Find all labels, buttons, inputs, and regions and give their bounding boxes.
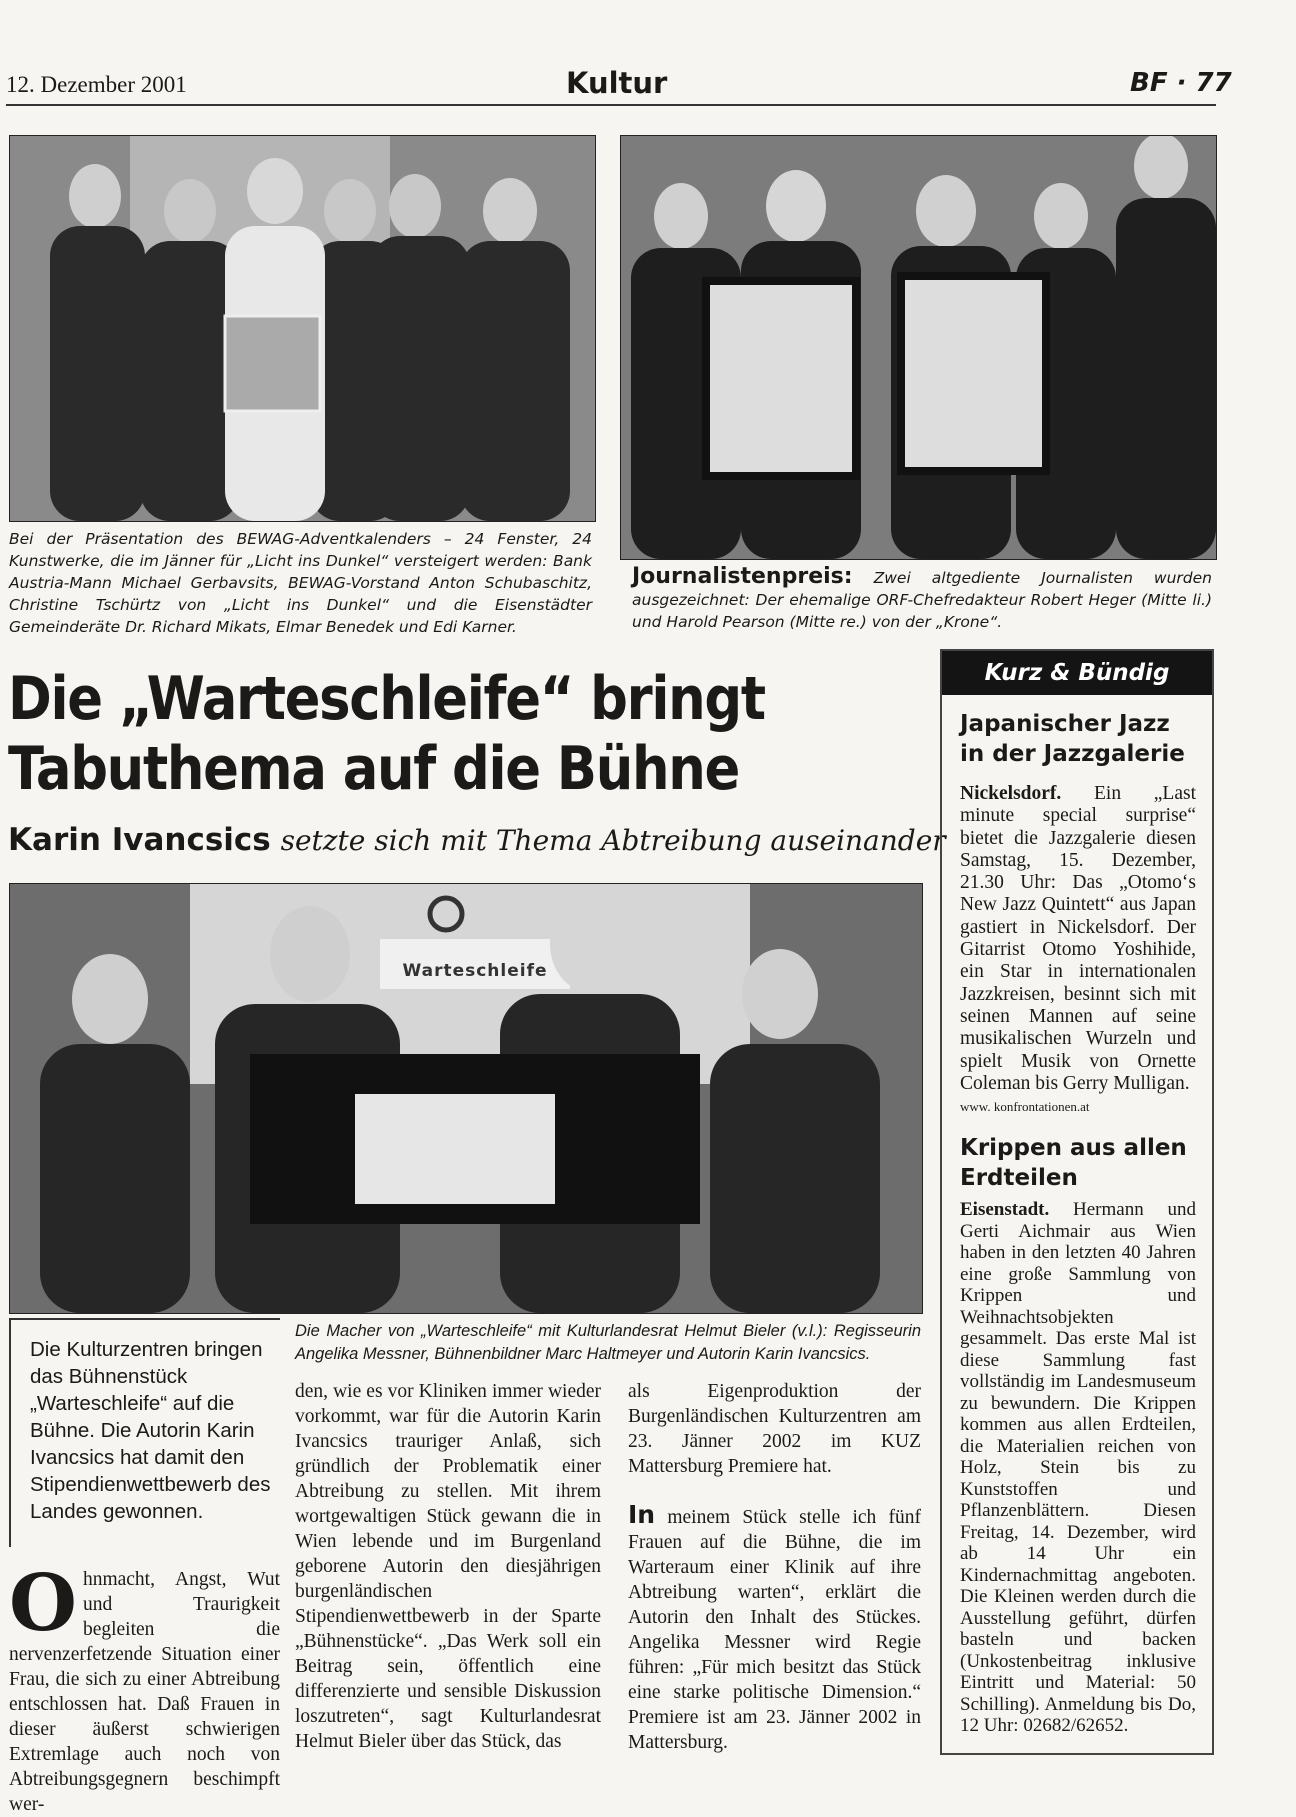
headline-line-1: Die „Warteschleife“ bringt — [8, 664, 765, 734]
news-headline: Japanischer Jazz in der Jazzgalerie — [960, 711, 1185, 767]
column-1-text: hnmacht, Angst, Wut und Traurigkeit begleiten die nervenzerfetzende Situation einer Frau, die sich zu einer Abtreibung entschlossen hat. Daß Frauen in dieser äußerst schwierigen Extremlage auch noch von Abtreibungsgegnern beschimpft wer- — [9, 1569, 280, 1815]
photo-journalist-award — [620, 135, 1217, 560]
column-3-paragraph-1: als Eigenproduktion der Burgenländischen Kulturzentren am 23. Jänner 2002 im KUZ Mattersburg Premiere hat. — [628, 1381, 921, 1477]
header-rule — [6, 104, 1216, 106]
photo2-caption-text: Zwei altgediente Journalisten wurden ausgezeichnet: Der ehemalige ORF-Chefredakteur Robert Heger (Mitte li.) und Harold Pearson (Mitte re.) von der „Krone“. — [632, 569, 1212, 631]
paragraph-2-text: meinem Stück stelle ich fünf Frauen auf die Bühne, die im Warteraum einer Klinik auf ihre Abtreibung warten“, erklärt die Autorin den Inhalt des Stückes. Angelika Messner wird Regie führen: „Für mich besitzt das Stück eine starke politische Dimension.“ Premiere ist am 23. Jänner 2002 in Mattersburg. — [628, 1507, 922, 1753]
photo-warteschleife-team — [9, 883, 923, 1314]
issue-date: 12. Dezember 2001 — [6, 72, 187, 97]
headline-line-2: Tabuthema auf die Bühne — [8, 734, 740, 804]
news-item-krippen — [960, 1133, 1196, 1737]
news-place: Nickelsdorf. — [960, 783, 1062, 804]
photo-sign-warteschleife: Warteschleife — [402, 961, 548, 981]
left-column — [9, 1318, 280, 1817]
article-subheadline — [8, 822, 946, 858]
section-title: Kultur — [566, 66, 668, 100]
news-text: Ein „Last minute special surprise“ bietet die Jazzgalerie diesen Samstag, 15. Dezember, 21.30 Uhr: Das „Otomo‘s New Jazz Quintett“ aus Japan gastiert in Nickelsdorf. Der Gitarrist Otomo Yoshihide, ein Star in internationalen Jazzkreisen, besinnt sich mit seinen Mannen auf seine musikalischen Wurzeln und spielt Musik von Ornette Coleman bis Gerry Mulligan. — [960, 783, 1196, 1094]
teaser-text: Die Kulturzentren bringen das Bühnenstück „Warteschleife“ auf die Bühne. Die Autorin Karin Ivancsics hat damit den Stipendienwettbewerb des Landes gewonnen. — [30, 1338, 271, 1523]
article-columns — [295, 1379, 921, 1755]
paragraph-lead: In — [628, 1500, 656, 1529]
teaser-box — [9, 1318, 280, 1547]
article-middle-block — [295, 1320, 921, 1755]
column-3-paragraph-2 — [628, 1502, 921, 1755]
article-column-1 — [9, 1558, 280, 1817]
main-photo-caption: Die Macher von „Warteschleife“ mit Kulturlandesrat Helmut Bieler (v.l.): Regisseurin Angelika Messner, Bühnenbildner Marc Haltmeyer und Autorin Karin Ivancsics. — [295, 1322, 921, 1363]
page-number: BF · 77 — [1130, 68, 1232, 98]
subheadline-text: setzte sich mit Thema Abtreibung auseinander — [280, 824, 946, 857]
article-column-3 — [628, 1379, 921, 1755]
drop-cap: O — [9, 1558, 77, 1649]
news-headline: Krippen aus allen Erdteilen — [960, 1135, 1187, 1192]
news-body — [960, 783, 1196, 1095]
news-item-jazz — [960, 709, 1196, 1115]
news-place: Eisenstadt. — [960, 1199, 1050, 1221]
article-column-2: den, wie es vor Kliniken immer wieder vorkommt, war für die Autorin Karin Ivancsics trauriger Anlaß, sich gründlich der Problematik einer Abtreibung zu stellen. Mit ihrem wortgewaltigen Stück gewann die in Wien lebende und im Burgenland geborene Autorin den diesjährigen burgenländischen Stipendienwettbewerb in der Sparte „Bühnenstücke“. „Das Werk soll ein Beitrag sein, öffentlich eine differenzierte und sensible Diskussion loszutreten“, sagt Kulturlandesrat Helmut Bieler über das Stück, das — [295, 1381, 601, 1752]
photo2-caption-lead: Journalistenpreis: — [632, 564, 853, 589]
kurz-buendig-title: Kurz & Bündig — [942, 651, 1212, 695]
news-url: www. konfrontationen.at — [960, 1099, 1090, 1115]
photo1-caption: Bei der Präsentation des BEWAG-Adventkalenders – 24 Fenster, 24 Kunstwerke, die im Jänner für „Licht ins Dunkel“ versteigert werden: Bank Austria-Mann Michael Gerbavsits, BEWAG-Vorstand Anton Schubaschitz, Christine Tschürtz von „Licht ins Dunkel“ und die Eisenstädter Gemeinderäte Dr. Richard Mikats, Elmar Benedek und Edi Karner. — [9, 530, 592, 636]
photo2-caption — [632, 566, 1212, 633]
kurz-buendig-box — [940, 649, 1214, 1755]
photo-bewag-presentation — [9, 135, 596, 522]
subheadline-name: Karin Ivancsics — [8, 822, 271, 858]
news-text: Hermann und Gerti Aichmair aus Wien haben in den letzten 40 Jahren eine große Sammlung von Krippen und Weihnachtsobjekten gesammelt. Das erste Mal ist diese Sammlung fast vollständig im Landesmuseum zu bewundern. Die Krippen kommen aus allen Erdteilen, die Materialien reichen von Holz, Stein bis zu Kunststoffen und Pflanzenblättern. Diesen Freitag, 14. Dezember, wird ab 14 Uhr ein Kindernachmittag angeboten. Die Kleinen werden durch die Ausstellung geführt, dürfen basteln und backen (Unkostenbeitrag inklusive Eintritt und Material: 50 Schilling). Anmeldung bis Do, 12 Uhr: 02682/62652. — [960, 1199, 1196, 1737]
article-headline — [8, 664, 818, 804]
news-body — [960, 1199, 1196, 1737]
